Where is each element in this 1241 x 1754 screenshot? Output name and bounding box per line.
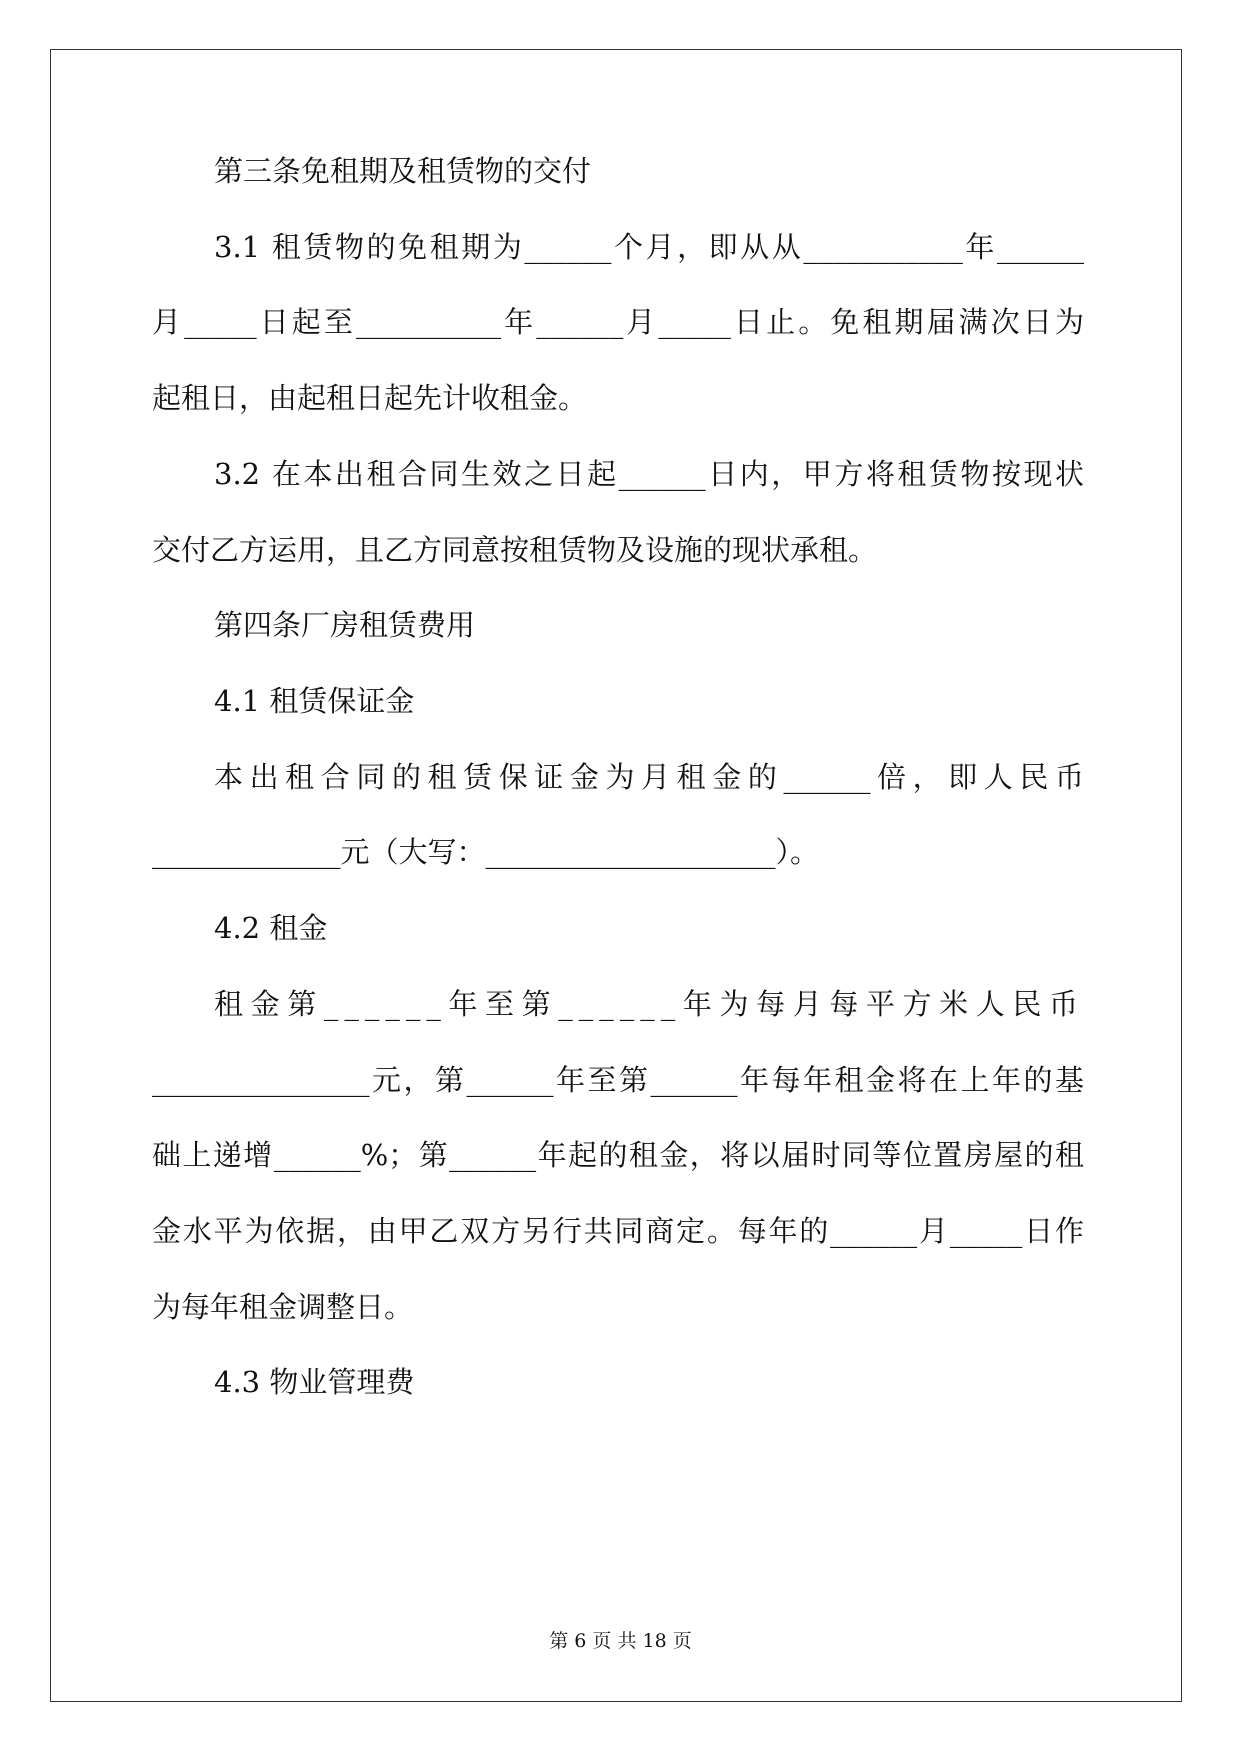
- clause-3-2-line-1: 3.2 在本出租合同生效之日起______日内，甲方将租赁物按现状: [214, 457, 1084, 491]
- clause-3-1-line-1: 3.1 租赁物的免租期为______个月，即从从___________年______: [214, 230, 1084, 264]
- clause-4-2-line-1: 租金第______年至第______年为每月每平方米人民币: [214, 987, 1084, 1021]
- clause-3-1-line-3: 起租日，由起租日起先计收租金。: [152, 381, 588, 415]
- page-number-footer: 第 6 页 共 18 页: [549, 1630, 692, 1652]
- clause-4-2-heading: 4.2 租金: [214, 911, 328, 945]
- clause-4-1-line-1: 本出租合同的租赁保证金为月租金的______倍，即人民币: [214, 760, 1084, 794]
- clause-4-2-line-3: 础上递增______%；第______年起的租金，将以届时同等位置房屋的租: [152, 1138, 1084, 1172]
- clause-4-3-heading: 4.3 物业管理费: [214, 1365, 415, 1399]
- clause-4-1-heading: 4.1 租赁保证金: [214, 684, 415, 718]
- clause-3-2-line-2: 交付乙方运用，且乙方同意按租赁物及设施的现状承租。: [152, 533, 878, 567]
- article-4-heading: 第四条厂房租赁费用: [214, 608, 476, 642]
- clause-4-2-line-2: _______________元，第______年至第______年每年租金将在上年的基: [152, 1063, 1084, 1097]
- clause-4-2-line-5: 为每年租金调整日。: [152, 1290, 414, 1324]
- clause-3-1-line-2: 月_____日起至__________年______月_____日止。免租期届满次日为: [152, 305, 1084, 339]
- clause-4-1-line-2: _____________元（大写：____________________）。: [152, 835, 820, 869]
- page-frame: [50, 49, 1182, 1702]
- article-3-heading: 第三条免租期及租赁物的交付: [214, 154, 592, 188]
- clause-4-2-line-4: 金水平为依据，由甲乙双方另行共同商定。每年的______月_____日作: [152, 1214, 1084, 1248]
